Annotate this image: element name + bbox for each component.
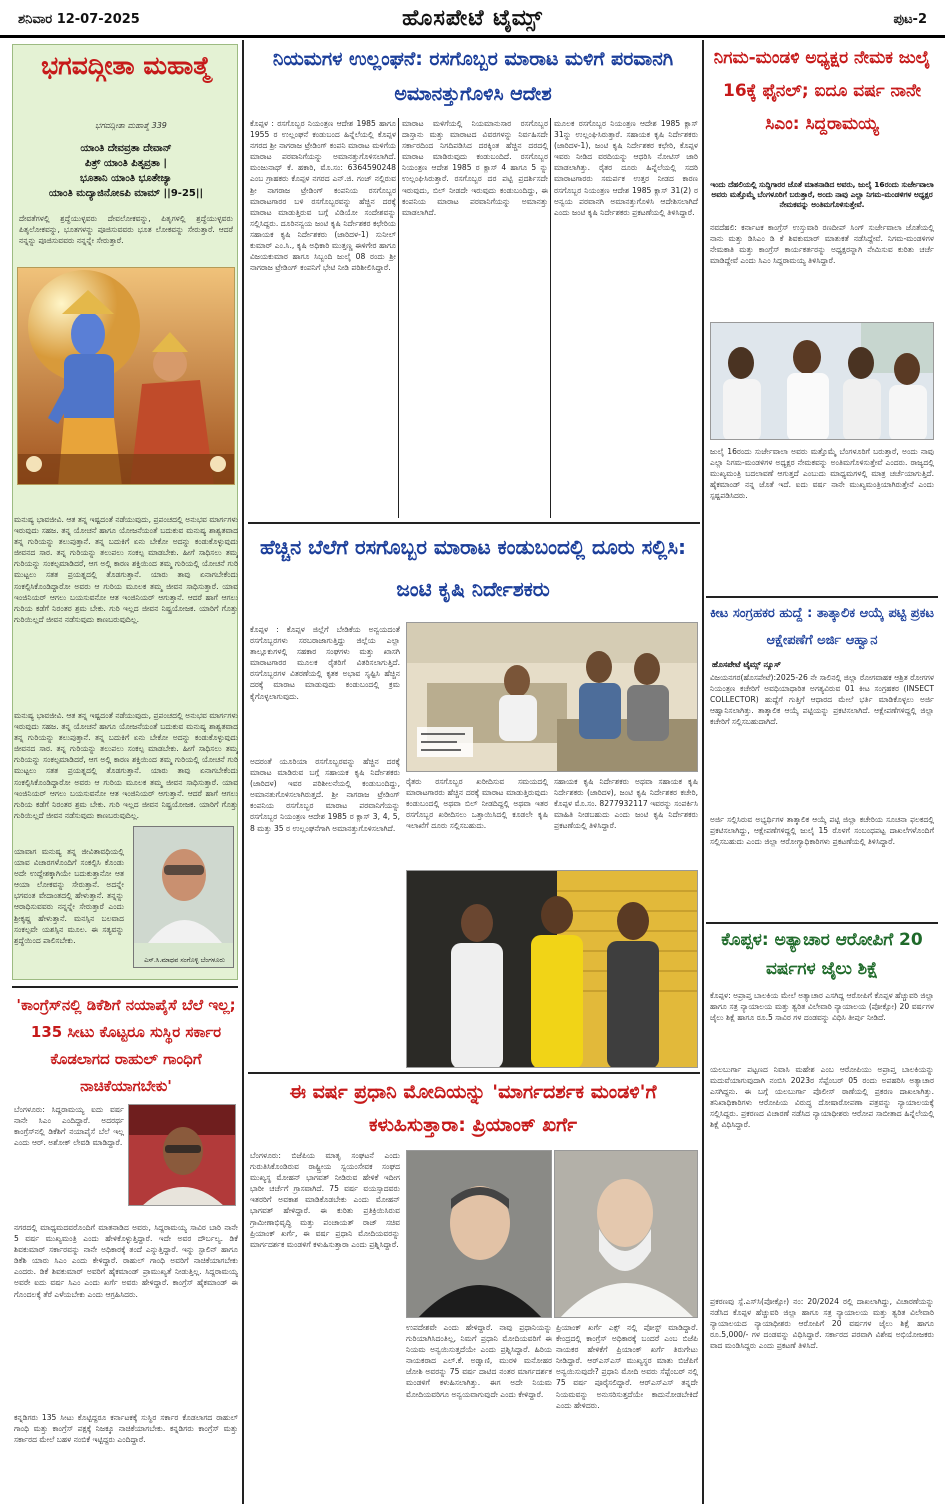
jointdir-body3: ರೈತರು ರಸಗೊಬ್ಬರ ಖರೀದಿಸುವ ಸಮಯದಲ್ಲಿ ಮಾರಾಟಗಾರರು ಹೆಚ್ಚಿನ ದರಕ್ಕೆ ಮಾರಾಟ ಮಾಡುತ್ತಿರುವುದು ಕಂಡುಬಂದಲ್ಲಿ ಅಥವಾ ಬಿಲ್ ನೀಡದಿದ್ದಲ್ಲಿ ಅಥವಾ ಇತರ ರಸಗೊಬ್ಬರ ಖರೀದಿಸಲು ಒತ್ತಾಯಿಸಿದಲ್ಲಿ ಕೂಡಲೇ ಕೃಷಿ ಇಲಾಖೆಗೆ ದೂರು ಸಲ್ಲಿಸಬಹುದು. [406,777,548,831]
gita-body1: ಮನುಷ್ಯ ಭಾವಜೀವಿ. ಆತ ತನ್ನ ಇಷ್ಟದಂತೆ ನಡೆಯುವುದು, ಪ್ರಪಂಚದಲ್ಲಿ ಅನುಭವ ಮಾರ್ಗಗಳು ಇರುವುದು ಸಹಜ. ತನ್ನ ಯೋಚನೆ ಹಾಗೂ ಯೋಜನೆಯಂತೆ ಬದುಕುವ ಮನುಷ್ಯ ಶಾಶ್ವತವಾದ ತನ್ನ ಗುರಿಯನ್ನು ತಲುಪುತ್ತಾನೆ. ತನ್ನ ಬದುಕಿಗೆ ಏನು ಬೇಕೋ ಅದನ್ನು ಕಂಡುಕೊಳ್ಳುವುದು ಜೀವನದ ಸಾರ. ತನ್ನ ಗುರಿಯನ್ನು ತಲುಪಲು ಸಂಕಲ್ಪ ಮಾಡಬೇಕು. ಹೀಗೆ ಸಾಧಿಸಲು ತಮ್ಮ ಗುರಿಯನ್ನು ಸಂಕಲ್ಪಮಾಡಿದರೆ, ಆಗ ಅಲ್ಲಿ ಕಾರಣ ಶಕ್ತಿಯಿಂದ ತಮ್ಮ ಗುರಿಯಲ್ಲಿ ಯೋಚನೆ ಗುರಿ ಮುಟ್ಟಲು ಸತತ ಪ್ರಯತ್ನದಲ್ಲಿ ತೊಡಗುತ್ತಾನೆ. ಯಾರು ತಾವು ಏನಾಗಬೇಕೆಂದು ಸಂಕಲ್ಪಿಸಿಕೊಂಡಿದ್ದಾರೋ ಅವರು ಆ ಗುರಿಯ ಮೂಲಕ ತಮ್ಮ ಜೀವನ ಸಾಧಿಸುತ್ತಾರೆ. ಯಾವ ಇಂಜಿನಿಯರ್ ಆಗಲು ಬಯಸುವನೋ ಆತ ಇಂಜಿನಿಯರ್ ಆಗುತ್ತಾನೆ. ಆದರೆ ಹಾಗೆ ಆಗಲು ಗುರಿಯ ಕಡೆಗೆ ನಿರಂತರ ಶ್ರಮ ಬೇಕು. ಗುರಿ ಇಲ್ಲದ ಜೀವನ ನಿಷ್ಪ್ರಯೋಜಕ. ಯಾರಿಗೆ ಗೊತ್ತು ಗುರಿಯಿಲ್ಲದೆ ಜೀವನ ನಡೆಸುವುದು ಕಾಣಬರುವುದಿಲ್ಲ. [14,711,238,820]
column-divider [550,118,551,518]
section-divider [248,522,700,524]
keeta-body2: ಅರ್ಜಿ ಸಲ್ಲಿಸಿರುವ ಅಭ್ಯರ್ಥಿಗಳ ತಾತ್ಕಾಲಿಕ ಆಯ್ಕೆ ಪಟ್ಟಿ ಜಿಲ್ಲಾ ಕಚೇರಿಯ ಸೂಚನಾ ಫಲಕದಲ್ಲಿ ಪ್ರಕಟಿಸಲಾಗಿದ್ದು, ಆಕ್ಷೇಪಣೆಗಳಿದ್ದಲ್ಲಿ ಜುಲೈ 15 ರೊಳಗೆ ಸಂಬಂಧಪಟ್ಟ ದಾಖಲೆಗಳೊಂದಿಗೆ ಸಲ್ಲಿಸಬಹುದು ಎಂದು ಜಿಲ್ಲಾ ಆರೋಗ್ಯಾಧಿಕಾರಿಗಳು ಪ್ರಕಟಣೆಯಲ್ಲಿ ತಿಳಿಸಿದ್ದಾರೆ. [710,815,934,847]
newspaper-title: ಹೊಸಪೇಟೆ ಟೈಮ್ಸ್ [402,6,543,31]
section-divider [248,1072,700,1074]
koppal-body3: ಪ್ರಕರಣವು ಸ್ಪೆ.ಎಸ್‌ಸಿ(ಪೋಕ್ಸೋ) ನಂ: 20/2024 ರಲ್ಲಿ ದಾಖಲಾಗಿದ್ದು, ವಿಚಾರಣೆಯನ್ನು ನಡೆಸಿದ ಕೊಪ್ಪಳ ಹೆಚ್ಚುವರಿ ಜಿಲ್ಲಾ ಹಾಗೂ ಸತ್ರ ನ್ಯಾಯಾಲಯ ಮತ್ತು ತ್ವರಿತ ವಿಲೇವಾರಿ ನ್ಯಾಯಾಲಯದ ನ್ಯಾಯಾಧೀಶರು ಆರೋಪಿಗೆ 20 ವರ್ಷಗಳ ಜೈಲು ಶಿಕ್ಷೆ ಹಾಗೂ ರೂ.5,000/- ಗಳ ದಂಡವನ್ನು ವಿಧಿಸಿದ್ದಾರೆ. ಸರ್ಕಾರದ ಪರವಾಗಿ ವಿಶೇಷ ಅಭಿಯೋಜಕರು ವಾದ ಮಂಡಿಸಿದ್ದರು ಎಂದು ಪ್ರಕಟಣೆ ತಿಳಿಸಿದೆ. [710,1297,934,1351]
office-photo [406,622,698,772]
gita-body1-text: ಮನುಷ್ಯ ಭಾವಜೀವಿ. ಆತ ತನ್ನ ಇಷ್ಟದಂತೆ ನಡೆಯುವುದು, ಪ್ರಪಂಚದಲ್ಲಿ ಅನುಭವ ಮಾರ್ಗಗಳು ಇರುವುದು ಸಹಜ. ತನ್ನ ಯೋಚನೆ ಹಾಗೂ ಯೋಜನೆಯಂತೆ ಬದುಕುವ ಮನುಷ್ಯ ಶಾಶ್ವತವಾದ ತನ್ನ ಗುರಿಯನ್ನು ತಲುಪುತ್ತಾನೆ. ತನ್ನ ಬದುಕಿಗೆ ಏನು ಬೇಕೋ ಅದನ್ನು ಕಂಡುಕೊಳ್ಳುವುದು ಜೀವನದ ಸಾರ. ತನ್ನ ಗುರಿಯನ್ನು ತಲುಪಲು ಸಂಕಲ್ಪ ಮಾಡಬೇಕು. ಹೀಗೆ ಸಾಧಿಸಲು ತಮ್ಮ ಗುರಿಯನ್ನು ಸಂಕಲ್ಪಮಾಡಿದರೆ, ಆಗ ಅಲ್ಲಿ ಕಾರಣ ಶಕ್ತಿಯಿಂದ ತಮ್ಮ ಗುರಿಯಲ್ಲಿ ಯೋಚನೆ ಗುರಿ ಮುಟ್ಟಲು ಸತತ ಪ್ರಯತ್ನದಲ್ಲಿ ತೊಡಗುತ್ತಾನೆ. ಯಾರು ತಾವು ಏನಾಗಬೇಕೆಂದು ಸಂಕಲ್ಪಿಸಿಕೊಂಡಿದ್ದಾರೋ ಅವರು ಆ ಗುರಿಯ ಮೂಲಕ ತಮ್ಮ ಜೀವನ ಸಾಧಿಸುತ್ತಾರೆ. ಯಾವ ಇಂಜಿನಿಯರ್ ಆಗಲು ಬಯಸುವನೋ ಆತ ಇಂಜಿನಿಯರ್ ಆಗುತ್ತಾನೆ. ಆದರೆ ಹಾಗೆ ಆಗಲು ಗುರಿಯ ಕಡೆಗೆ ನಿರಂತರ ಶ್ರಮ ಬೇಕು. ಗುರಿ ಇಲ್ಲದ ಜೀವನ ನಿಷ್ಪ್ರಯೋಜಕ. ಯಾರಿಗೆ ಗೊತ್ತು ಗುರಿಯಿಲ್ಲದೆ ಜೀವನ ನಡೆಸುವುದು ಕಾಣಬರುವುದಿಲ್ಲ. [14,515,238,624]
gita-body-wrap [14,514,238,844]
gita-intro: ದೇವತೆಗಳಲ್ಲಿ ಶ್ರದ್ಧೆಯುಳ್ಳವರು ದೇವಲೋಕವನ್ನು, ಪಿತೃಗಳಲ್ಲಿ ಶ್ರದ್ಧೆಯುಳ್ಳವರು ಪಿತೃಲೋಕವನ್ನು, ಭೂತಗಳನ್ನು ಪೂಜಿಸುವವರು ಭೂತ ಲೋಕವನ್ನು ಸೇರುತ್ತಾರೆ. ಆದರೆ ನನ್ನನ್ನು ಪೂಜಿಸುವವರು ನನ್ನನ್ನೇ ಸೇರುತ್ತಾರೆ. [19,214,233,246]
keeta-headline: ಕೀಟ ಸಂಗ್ರಹಕರ ಹುದ್ದೆ : ತಾತ್ಕಾಲಿಕ ಆಯ್ಕೆ ಪಟ್ಟಿ ಪ್ರಕಟ ಆಕ್ಷೇಪಣೆಗೆ ಅರ್ಜಿ ಆಹ್ವಾನ [709,606,934,648]
r-ashok-portrait-icon [129,1105,236,1206]
masthead [0,0,945,38]
column-divider [242,40,244,1504]
gita-body2-text: ಯಾವಾಗ ಮನುಷ್ಯ ತನ್ನ ಜೀವಿತಾವಧಿಯಲ್ಲಿ ಯಾವ ವಿಚಾರಗಳೊಂದಿಗೆ ಸಂಕಲ್ಪಿಸಿ ಕೊಂಡು ಅದೇ ಉದ್ದೇಶಕ್ಕಾಗಿಯೇ ಬದುಕುತ್ತಾನೋ ಆತ ಆಯಾ ಲೋಕವನ್ನು ಸೇರುತ್ತಾನೆ. ಅದನ್ನೇ ಭಗವಂತ ವೇದಾಂತದಲ್ಲಿ ಹೇಳುತ್ತಾನೆ. ತನ್ನನ್ನು ಆರಾಧಿಸುವವರು ನನ್ನನ್ನೇ ಸೇರುತ್ತಾರೆ ಎಂದು ಶ್ರೀಕೃಷ್ಣ ಹೇಳುತ್ತಾನೆ. ಮನಸ್ಸಿನ ಬಲವಾದ ಸಂಕಲ್ಪವೇ ಯಶಸ್ಸಿನ ಮೂಲ. ಈ ಸತ್ಯವನ್ನು ಶ್ರದ್ಧೆಯಿಂದ ಪಾಲಿಸಬೇಕು. [14,847,124,945]
keeta-body: ವಿಜಯನಗರ(ಹೊಸಪೇಟೆ):2025-26 ನೇ ಸಾಲಿನಲ್ಲಿ ಜಿಲ್ಲಾ ರೋಗವಾಹಕ ಆಶ್ರಿತ ರೋಗಗಳ ನಿಯಂತ್ರಣ ಕಚೇರಿಗೆ ಅವಧಿಯಾಧಾರಿತ ಅಗತ್ಯವಿರುವ 01 ಕೀಟ ಸಂಗ್ರಹಕರ (INSECT COLLECTOR) ಹುದ್ದೆಗೆ ಗುತ್ತಿಗೆ ಆಧಾರದ ಮೇಲೆ ಭರ್ತಿ ಮಾಡಿಕೊಳ್ಳಲು ಅರ್ಜಿ ಆಹ್ವಾನಿಸಲಾಗಿತ್ತು. ತಾತ್ಕಾಲಿಕ ಆಯ್ಕೆ ಪಟ್ಟಿಯನ್ನು ಪ್ರಕಟಿಸಲಾಗಿದೆ. ಆಕ್ಷೇಪಣೆಗಳಿದ್ದಲ್ಲಿ ಜಿಲ್ಲಾ ಕಚೇರಿಗೆ ಸಲ್ಲಿಸಬಹುದಾಗಿದೆ. [710,673,934,727]
gita-subtitle: ಭಗವದ್ಗೀತಾ ಮಹಾತ್ಮೆ 339 [95,121,167,130]
jointdir-body1: ಕೊಪ್ಪಳ : ಕೊಪ್ಪಳ ಜಿಲ್ಲೆಗೆ ಬೇಡಿಕೆಯ ಅನ್ವಯದಂತೆ ರಸಗೊಬ್ಬರಗಳು ಸರಬರಾಜಾಗುತ್ತಿದ್ದು ಜಿಲ್ಲೆಯ ಎಲ್ಲಾ ತಾಲ್ಲೂಕುಗಳಲ್ಲಿ ಸಹಕಾರ ಸಂಘಗಳು ಮತ್ತು ಖಾಸಗಿ ಮಾರಾಟಗಾರರ ಮೂಲಕ ರೈತರಿಗೆ ವಿತರಿಸಲಾಗುತ್ತಿದೆ. ರಸಗೊಬ್ಬರಗಳ ವಿತರಣೆಯಲ್ಲಿ ಕೃತಕ ಅಭಾವ ಸೃಷ್ಟಿಸಿ ಹೆಚ್ಚಿನ ದರಕ್ಕೆ ಮಾರಾಟ ಮಾಡುವುದು ಕಂಡುಬಂದಲ್ಲಿ ಕ್ರಮ ಕೈಗೊಳ್ಳಲಾಗುವುದು. [250,625,400,701]
priyank-col3: ಪ್ರಿಯಾಂಕ್ ಖರ್ಗೆ ಎಕ್ಸ್ ನಲ್ಲಿ ಪೋಸ್ಟ್ ಮಾಡಿದ್ದಾರೆ. ಕೇಂದ್ರದಲ್ಲಿ ಕಾಂಗ್ರೆಸ್ ಅಧಿಕಾರಕ್ಕೆ ಬಂದರೆ ಎಂಬ ಬಿಜೆಪಿ ನಾಯಕರ ಹೇಳಿಕೆಗೆ ಪ್ರಿಯಾಂಕ್ ಖರ್ಗೆ ತಿರುಗೇಟು ನೀಡಿದ್ದಾರೆ. ಆರ್‌ಎಸ್‌ಎಸ್ ಮುಖ್ಯಸ್ಥರ ಮಾತು ಬಿಜೆಪಿಗೆ ಅನ್ವಯಿಸುವುದೇ? ಪ್ರಧಾನಿ ಮೋದಿ ಅವರು ಸೆಪ್ಟೆಂಬರ್ ನಲ್ಲಿ 75 ವರ್ಷ ಪೂರೈಸಲಿದ್ದಾರೆ. ಆರ್‌ಎಸ್‌ಎಸ್ ತನ್ನದೇ ನಿಯಮವನ್ನು ಅನುಸರಿಸುತ್ತದೆಯೇ ಕಾದುನೋಡಬೇಕಿದೆ ಎಂದು ಹೇಳಿದರು. [556,1323,698,1410]
congress-headline: 'ಕಾಂಗ್ರೆಸ್‌ನಲ್ಲಿ ಡಿಕೆಶಿಗೆ ನಯಾಪೈಸೆ ಬೆಲೆ ಇಲ್ಲ; 135 ಸೀಟು ಕೊಟ್ಟರೂ ಸುಸ್ಥಿರ ಸರ್ಕಾರ ಕೊಡಲಾಗದ ರಾಹುಲ್ ಗಾಂಧಿಗೆ ನಾಚಿಕೆಯಾಗಬೇಕು' [16,996,236,1095]
nigama-body2: ಜುಲೈ 16ರಂದು ಸುರ್ಜೇವಾಲಾ ಅವರು ಮತ್ತೊಮ್ಮೆ ಬೆಂಗಳೂರಿಗೆ ಬರುತ್ತಾರೆ, ಅಂದು ನಾವು ಎಲ್ಲಾ ನಿಗಮ-ಮಂಡಳಿಗಳ ಅಧ್ಯಕ್ಷರ ನೇಮಕವನ್ನು ಅಂತಿಮಗೊಳಿಸುತ್ತೇವೆ ಎಂದರು. ರಾಜ್ಯದಲ್ಲಿ ಮುಖ್ಯಮಂತ್ರಿ ಬದಲಾವಣೆ ಆಗುತ್ತದೆ ಎಂಬುದು ಮಾಧ್ಯಮಗಳಲ್ಲಿ ಮಾತ್ರ ಚರ್ಚೆಯಾಗುತ್ತಿದೆ. ಹೈಕಮಾಂಡ್ ನನ್ನ ಜೊತೆ ಇದೆ. ಐದು ವರ್ಷ ನಾನೇ ಮುಖ್ಯಮಂತ್ರಿಯಾಗಿರುತ್ತೇನೆ ಎಂದು ಸ್ಪಷ್ಟಪಡಿಸಿದರು. [710,447,934,501]
jointdir-body4: ಸಹಾಯಕ ಕೃಷಿ ನಿರ್ದೇಶಕರು ಅಥವಾ ಸಹಾಯಕ ಕೃಷಿ ನಿರ್ದೇಶಕರು (ಜಾರಿದಳ), ಜಂಟಿ ಕೃಷಿ ನಿರ್ದೇಶಕರ ಕಚೇರಿ, ಕೊಪ್ಪಳ ಮೊ.ಸಂ. 8277932117 ಇವರನ್ನು ಸಂಪರ್ಕಿಸಿ ಮಾಹಿತಿ ನೀಡಬಹುದು ಎಂದು ಜಂಟಿ ಕೃಷಿ ನಿರ್ದೇಶಕರು ಪ್ರಕಟಣೆಯಲ್ಲಿ ತಿಳಿಸಿದ್ದಾರೆ. [554,777,698,831]
shloka-line: ಪಿತ್ರ್ ಯಾಂತಿ ಪಿತೃವ್ರತಾ | [84,158,167,169]
koppal-body: ಕೊಪ್ಪಳ: ಅಪ್ರಾಪ್ತ ಬಾಲಕಿಯ ಮೇಲೆ ಅತ್ಯಾಚಾರ ಎಸಗಿದ್ದ ಆರೋಪಿಗೆ ಕೊಪ್ಪಳ ಹೆಚ್ಚುವರಿ ಜಿಲ್ಲಾ ಹಾಗೂ ಸತ್ರ ನ್ಯಾಯಾಲಯ ಮತ್ತು ತ್ವರಿತ ವಿಲೇವಾರಿ ನ್ಯಾಯಾಲಯ (ಪೋಕ್ಸೋ) 20 ವರ್ಷಗಳ ಜೈಲು ಶಿಕ್ಷೆ ಹಾಗೂ ರೂ.5 ಸಾವಿರ ಗಳ ದಂಡವನ್ನು ವಿಧಿಸಿ ತೀರ್ಪು ನೀಡಿದೆ. [710,991,934,1023]
keeta-byline: ಹೊಸಪೇಟೆ ಟೈಮ್ಸ್ ನ್ಯೂಸ್ [712,660,781,669]
jointdir-headline: ಹೆಚ್ಚಿನ ಬೆಲೆಗೆ ರಸಗೊಬ್ಬರ ಮಾರಾಟ ಕಂಡುಬಂದಲ್ಲಿ ದೂರು ಸಲ್ಲಿಸಿ: ಜಂಟಿ ಕೃಷಿ ನಿರ್ದೇಶಕರು [260,535,686,601]
nigama-body: ನವದೆಹಲಿ: ಕರ್ನಾಟಕ ಕಾಂಗ್ರೆಸ್ ಉಸ್ತುವಾರಿ ರಣದೀಪ್ ಸಿಂಗ್ ಸುರ್ಜೇವಾಲಾ ಜೊತೆಯಲ್ಲಿ ನಾನು ಮತ್ತು ಡಿಸಿಎಂ ಡಿ ಕೆ ಶಿವಕುಮಾರ್ ಮಾತುಕತೆ ನಡೆಸಿದ್ದೇವೆ. ನಿಗಮ-ಮಂಡಳಿಗಳ ನೇಮಕಾತಿ ಮತ್ತು ಕಾಂಗ್ರೆಸ್ ಕಾರ್ಯಕರ್ತರನ್ನು ಅಧ್ಯಕ್ಷರನ್ನಾಗಿ ನೇಮಿಸುವ ಕುರಿತು ಚರ್ಚೆ ಮಾಡಿದ್ದೇವೆ ಎಂದು ಸಿಎಂ ಸಿದ್ದರಾಮಯ್ಯ ತಿಳಿಸಿದ್ದಾರೆ. [710,223,934,266]
gita-art [17,267,235,485]
priyank-headline: ಈ ವರ್ಷ ಪ್ರಧಾನಿ ಮೋದಿಯನ್ನು 'ಮಾರ್ಗದರ್ಶಕ ಮಂಡಳಿ'ಗೆ ಕಳುಹಿಸುತ್ತಾರಾ: ಪ್ರಿಯಾಂಕ್ ಖರ್ಗೆ [289,1081,657,1136]
shloka [17,141,235,201]
ashok-photo [128,1104,236,1206]
cm-photo [710,322,934,440]
section-divider [12,986,238,988]
issue-date: ಶನಿವಾರ 12-07-2025 [18,12,140,27]
jointdir-body2: ಅದರಂತೆ ಯೂರಿಯಾ ರಸಗೊಬ್ಬರವನ್ನು ಹೆಚ್ಚಿನ ದರಕ್ಕೆ ಮಾರಾಟ ಮಾಡಿರುವ ಬಗ್ಗೆ ಸಹಾಯಕ ಕೃಷಿ ನಿರ್ದೇಶಕರು (ಜಾರಿದಳ) ಇವರ ಪರಿಶೀಲನೆಯಲ್ಲಿ ಕಂಡುಬಂದಿದ್ದು, ಅಮಾನತುಗೊಳಿಸಲಾಗಿರುತ್ತದೆ. ಶ್ರೀ ನಾಗರಾಜ ಟ್ರೇಡಿಂಗ್ ಕಂಪನಿಯ ರಸಗೊಬ್ಬರ ಮಾರಾಟ ಪರವಾನಿಗೆಯನ್ನು ರಸಗೊಬ್ಬರ ನಿಯಂತ್ರಣ ಆದೇಶ 1985 ರ ಕ್ಲಾಸ್ 3, 4, 5, 8 ಮತ್ತು 35 ರ ಉಲ್ಲಂಘನೆಗಾಗಿ ಅಮಾನತ್ತುಗೊಳಿಸಲಾಗಿದೆ. [250,757,400,833]
section-divider [706,596,938,598]
krishna-arjuna-icon [18,268,235,485]
priyank-photo [406,1150,552,1318]
congress-body: ನಗರದಲ್ಲಿ ಮಾಧ್ಯಮದವರೊಂದಿಗೆ ಮಾತನಾಡಿದ ಅವರು, ಸಿದ್ದರಾಮಯ್ಯ ಸಾವಿರ ಬಾರಿ ನಾನೇ 5 ವರ್ಷ ಮುಖ್ಯಮಂತ್ರಿ ಎಂದು ಹೇಳಿಕೊಳ್ಳುತ್ತಿದ್ದಾರೆ. ಇದೇ ಅವರ ದೌರ್ಬಲ್ಯ. ಡಿಕೆ ಶಿವಕುಮಾರ್ ಸರ್ಕಾರವನ್ನು ನಾನೇ ಅಧಿಕಾರಕ್ಕೆ ತಂದೆ ಎನ್ನುತ್ತಿದ್ದಾರೆ. ಇನ್ನು ಸ್ಟಾಲಿನ್ ಹಾಗೂ ಡಿಕೆಶಿ ಯಾರು ಸಿಎಂ ಎಂದು ಕೇಳಿದ್ದಾರೆ. ರಾಹುಲ್ ಗಾಂಧಿ ಅವರಿಗೆ ನಾಚಿಕೆಯಾಗಬೇಕು ಎಂದರು. ಡಿಕೆ ಶಿವಕುಮಾರ್ ಅವರಿಗೆ ಹೈಕಮಾಂಡ್ ಪ್ರಾಮುಖ್ಯತೆ ನೀಡುತ್ತಿಲ್ಲ. ಸಿದ್ದರಾಮಯ್ಯ ಅವರೇ ಐದು ವರ್ಷ ಸಿಎಂ ಎಂದು ಖರ್ಗೆ ಅವರು ಹೇಳಿದ್ದಾರೆ. ಕಾಂಗ್ರೆಸ್ ಹೈಕಮಾಂಡ್ ಈ ಗೊಂದಲಕ್ಕೆ ತೆರೆ ಎಳೆಯಬೇಕು ಎಂದು ಆಗ್ರಹಿಸಿದರು. [14,1223,238,1299]
congress-body2: ಕನ್ನಡಿಗರು 135 ಸೀಟು ಕೊಟ್ಟಿದ್ದರೂ ಕರ್ನಾಟಕಕ್ಕೆ ಸುಸ್ಥಿರ ಸರ್ಕಾರ ಕೊಡಲಾಗದ ರಾಹುಲ್ ಗಾಂಧಿ ಮತ್ತು ಕಾಂಗ್ರೆಸ್ ಪಕ್ಷಕ್ಕೆ ನಿಜಕ್ಕೂ ನಾಚಿಕೆಯಾಗಬೇಕು. ಕನ್ನಡಿಗರು ಕಾಂಗ್ರೆಸ್ ಮತ್ತು ಸರ್ಕಾರದ ಮೇಲೆ ಬಹಳ ನಂಬಿಕೆ ಇಟ್ಟಿದ್ದರು ಎಂದಿದ್ದಾರೆ. [14,1413,238,1445]
group-photo [406,870,698,1068]
fertilizer-col3: ಮೂಲಕ ರಸಗೊಬ್ಬರ ನಿಯಂತ್ರಣ ಆದೇಶ 1985 ಕ್ಲಾಸ್ 31ನ್ನು ಉಲ್ಲಂಘಿಸಿರುತ್ತಾರೆ. ಸಹಾಯಕ ಕೃಷಿ ನಿರ್ದೇಶಕರು (ಜಾರಿದಳ-1), ಜಂಟಿ ಕೃಷಿ ನಿರ್ದೇಶಕರ ಕಛೇರಿ, ಕೊಪ್ಪಳ ಇವರು ನೀಡಿದ ವರದಿಯನ್ನು ಆಧರಿಸಿ ನೋಟಿಸ್ ಜಾರಿ ಮಾಡಲಾಗಿತ್ತು. ರೈತರ ದೂರು ಹಿನ್ನೆಲೆಯಲ್ಲಿ ಸದರಿ ಮಾರಾಟಗಾರರು ಸಮರ್ಪಕ ಉತ್ತರ ನೀಡದ ಕಾರಣ ರಸಗೊಬ್ಬರ ನಿಯಂತ್ರಣ ಆದೇಶ 1985 ಕ್ಲಾಸ್ 31(2) ರ ಅನ್ವಯ ಪರವಾನಗಿ ಅಮಾನತ್ತುಗೊಳಿಸಿ ಆದೇಶಿಸಲಾಗಿದೆ ಎಂದು ಜಂಟಿ ಕೃಷಿ ನಿರ್ದೇಶಕರು ಪ್ರಕಟಣೆಯಲ್ಲಿ ತಿಳಿಸಿದ್ದಾರೆ. [554,119,698,217]
officials-group-photo-icon [407,871,698,1068]
shloka-line: ಯಾಂತಿ ದೇವವ್ರತಾ ದೇವಾನ್ [80,143,172,154]
column-divider [398,118,399,518]
modi-portrait-icon [555,1151,698,1318]
congress-lead: ಬೆಂಗಳೂರು: ಸಿದ್ದರಾಮಯ್ಯ ಐದು ವರ್ಷ ನಾನೇ ಸಿಎಂ ಎಂದಿದ್ದಾರೆ. ಅದರರ್ಥ ಕಾಂಗ್ರೆಸ್‌ನಲ್ಲಿ ಡಿಕೆಶಿಗೆ ನಯಾಪೈಸೆ ಬೆಲೆ ಇಲ್ಲ ಎಂದು ಆರ್. ಅಶೋಕ್ ಲೇವಡಿ ಮಾಡಿದ್ದಾರೆ. [14,1105,124,1148]
modi-photo [554,1150,698,1318]
shloka-line: ಯಾಂತಿ ಮದ್ಯಾಜಿನೋಽಪಿ ಮಾಮ್ ||9-25|| [48,188,204,199]
section-divider [706,922,938,924]
author-photo [133,826,234,968]
fertilizer-col1: ಕೊಪ್ಪಳ : ರಸಗೊಬ್ಬರ ನಿಯಂತ್ರಣ ಆದೇಶ 1985 ಹಾಗೂ 1955 ರ ಉಲ್ಲಂಘನೆ ಕಂಡುಬಂದ ಹಿನ್ನೆಲೆಯಲ್ಲಿ ಕೊಪ್ಪಳ ನಗರದ ಶ್ರೀ ನಾಗರಾಜ ಟ್ರೇಡಿಂಗ್ ಕಂಪನಿ ಮಾರಾಟ ಮಳಿಗೆಯ ಮಾರಾಟ ಪರವಾನಿಗೆಯನ್ನು ಅಮಾನತ್ತುಗೊಳಿಸಲಾಗಿದೆ. ಮಂಜುನಾಥ್ ಕೆ. ಹಕಾರಿ, ಮೊ.ಸಂ: 6364590248 ಎಂಬ ಗ್ರಾಹಕರು ಕೊಪ್ಪಳ ನಗರದ ಎನ್.ಜಿ. ಗಂಜ್ ನಲ್ಲಿರುವ ಶ್ರೀ ನಾಗರಾಜ ಟ್ರೇಡಿಂಗ್ ಕಂಪನಿಯ ರಸಗೊಬ್ಬರ ಮಾರಾಟಗಾರರ ಬಳಿ ರಸಗೊಬ್ಬರವನ್ನು ಹೆಚ್ಚಿನ ದರಕ್ಕೆ ಮಾರಾಟ ಮಾಡುತ್ತಿರುವ ಬಗ್ಗೆ ವಿಡಿಯೋ ಸಂದೇಶವನ್ನು ಸಲ್ಲಿಸಿದ್ದರು. ದೂರಿನನ್ವಯ ಜಂಟಿ ಕೃಷಿ ನಿರ್ದೇಶಕರ ಕಛೇರಿಯ ಸಹಾಯಕ ಕೃಷಿ ನಿರ್ದೇಶಕರು (ಜಾರಿದಳ-1) ಸುನೀಲ್ ಕುಮಾರ್ ಎಂ.ಸಿ., ಕೃಷಿ ಅಧಿಕಾರಿ ಮುತ್ತಣ್ಣ ಈಳಿಗೇರ ಹಾಗೂ ವಿಜಯಕುಮಾರ ಹಾಗೂ ಸಿಬ್ಬಂದಿ ಜುಲೈ 08 ರಂದು ಶ್ರೀ ನಾಗರಾಜ ಟ್ರೇಡಿಂಗ್ ಕಂಪನಿಗೆ ಭೇಟಿ ನೀಡಿ ಪರಿಶೀಲಿಸಿದ್ದಾರೆ. [250,119,396,273]
priyank-col2: ಉಪದೇಶವೇ ಎಂದು ಹೇಳಿದ್ದಾರೆ. ನಾವು ಪ್ರಧಾನಿಯನ್ನು ಗುರಿಯಾಗಿಸಿದಂತಿಲ್ಲ, ನಿಮಗೆ ಪ್ರಧಾನಿ ಮೋದಿಯವರಿಗೆ ಈ ನಿಯಮ ಅನ್ವಯಿಸುತ್ತದೆಯೇ ಎಂದು ಪ್ರಶ್ನಿಸಿದ್ದಾರೆ. ಹಿರಿಯ ನಾಯಕರಾದ ಎಲ್.ಕೆ. ಅಡ್ವಾಣಿ, ಮುರಳಿ ಮನೋಹರ ಜೋಶಿ ಅವರನ್ನು 75 ವರ್ಷ ದಾಟಿದ ನಂತರ ಮಾರ್ಗದರ್ಶಕ ಮಂಡಳಿಗೆ ಕಳುಹಿಸಲಾಗಿತ್ತು. ಈಗ ಅದೇ ನಿಯಮ ಮೋದಿಯವರಿಗೂ ಅನ್ವಯವಾಗುವುದೇ ಎಂದು ಕೇಳಿದ್ದಾರೆ. [406,1323,552,1399]
fertilizer-headline: ನಿಯಮಗಳ ಉಲ್ಲಂಘನೆ: ರಸಗೊಬ್ಬರ ಮಾರಾಟ ಮಳಿಗೆ ಪರವಾನಗಿ ಅಮಾನತ್ತುಗೊಳಿಸಿ ಆದೇಶ [272,48,674,105]
author-portrait-icon [134,827,234,943]
priyank-col1: ಬೆಂಗಳೂರು: ಬಿಜೆಪಿಯ ಮಾತೃ ಸಂಘಟನೆ ಎಂದು ಗುರುತಿಸಿಕೊಂಡಿರುವ ರಾಷ್ಟ್ರೀಯ ಸ್ವಯಂಸೇವಕ ಸಂಘದ ಮುಖ್ಯಸ್ಥ ಮೋಹನ್ ಭಾಗವತ್ ನೀಡಿರುವ ಹೇಳಿಕೆ ಇದೀಗ ಭಾರೀ ಚರ್ಚೆಗೆ ಗ್ರಾಸವಾಗಿದೆ. 75 ವರ್ಷ ವಯಸ್ಸಾದವರು ಇತರರಿಗೆ ಅವಕಾಶ ಮಾಡಿಕೊಡಬೇಕು ಎಂದು ಮೋಹನ್ ಭಾಗವತ್ ಹೇಳಿದ್ದಾರೆ. ಈ ಕುರಿತು ಪ್ರತಿಕ್ರಿಯಿಸಿರುವ ಗ್ರಾಮೀಣಾಭಿವೃದ್ಧಿ ಮತ್ತು ಪಂಚಾಯತ್ ರಾಜ್ ಸಚಿವ ಪ್ರಿಯಾಂಕ್ ಖರ್ಗೆ, ಈ ವರ್ಷ ಪ್ರಧಾನಿ ಮೋದಿಯವರನ್ನು ಮಾರ್ಗದರ್ಶಕ ಮಂಡಳಿಗೆ ಕಳುಹಿಸುತ್ತಾರಾ ಎಂದು ಪ್ರಶ್ನಿಸಿದ್ದಾರೆ. [250,1151,400,1249]
nigama-headline: ನಿಗಮ-ಮಂಡಳಿ ಅಧ್ಯಕ್ಷರ ನೇಮಕ ಜುಲೈ 16ಕ್ಕೆ ಫೈನಲ್; ಐದೂ ವರ್ಷ ನಾನೇ ಸಿಎಂ: ಸಿದ್ದರಾಮಯ್ಯ [713,48,931,134]
inspection-office-photo-icon [407,623,698,772]
page-number: ಪುಟ-2 [893,12,927,27]
column-divider [702,40,704,1504]
priyank-kharge-portrait-icon [407,1151,552,1318]
koppal-body2: ಯಲಬುರ್ಗಾ ಪಟ್ಟಣದ ನಿವಾಸಿ ಮಹೇಶ ಎಂಬ ಆರೋಪಿಯು ಅಪ್ರಾಪ್ತ ಬಾಲಕಿಯನ್ನು ಮದುವೆಯಾಗುವುದಾಗಿ ನಂಬಿಸಿ 2023ರ ಸೆಪ್ಟೆಂಬರ್ 05 ರಂದು ಅಪಹರಿಸಿ ಅತ್ಯಾಚಾರ ಎಸಗಿದ್ದನು. ಈ ಬಗ್ಗೆ ಯಲಬುರ್ಗಾ ಪೊಲೀಸ್ ಠಾಣೆಯಲ್ಲಿ ಪ್ರಕರಣ ದಾಖಲಾಗಿತ್ತು. ತನಿಖಾಧಿಕಾರಿಗಳು ಆರೋಪಿಯ ವಿರುದ್ಧ ದೋಷಾರೋಪಣಾ ಪತ್ರವನ್ನು ನ್ಯಾಯಾಲಯಕ್ಕೆ ಸಲ್ಲಿಸಿದ್ದರು. ಪ್ರಕರಣದ ವಿಚಾರಣೆ ನಡೆಸಿದ ನ್ಯಾಯಾಧೀಶರು ಆರೋಪ ಸಾಬೀತಾದ ಹಿನ್ನೆಲೆಯಲ್ಲಿ ಶಿಕ್ಷೆ ವಿಧಿಸಿದ್ದಾರೆ. [710,1065,934,1130]
nigama-subhead: ಇಂದು ದೆಹಲಿಯಲ್ಲಿ ಸುದ್ದಿಗಾರರ ಜೊತೆ ಮಾತನಾಡಿದ ಅವರು, ಜುಲೈ 16ರಂದು ಸುರ್ಜೇವಾಲಾ ಅವರು ಮತ್ತೊಮ್ಮೆ ಬೆಂಗಳೂರಿಗೆ ಬರುತ್ತಾರೆ, ಅಂದು ನಾವು ಎಲ್ಲಾ ನಿಗಮ-ಮಂಡಳಿಗಳ ಅಧ್ಯಕ್ಷರ ನೇಮಕವನ್ನು ಅಂತಿಮಗೊಳಿಸುತ್ತೇವೆ. [710,180,934,209]
gita-title: ಭಗವದ್ಗೀತಾ ಮಹಾತ್ಮೆ [41,51,211,80]
shloka-line: ಭೂತಾನಿ ಯಾಂತಿ ಭೂತೇಜ್ಯಾ [80,173,172,184]
fertilizer-col2: ಮಾರಾಟ ಮಳಿಗೆಯಲ್ಲಿ ನಿಯಮಾನುಸಾರ ರಸಗೊಬ್ಬರ ದಾಸ್ತಾನು ಮತ್ತು ಮಾರಾಟದ ವಿವರಗಳನ್ನು ನಿರ್ವಹಿಸದೇ ಸರ್ಕಾರದಿಂದ ನಿಗದಿಪಡಿಸಿದ ದರಕ್ಕಿಂತ ಹೆಚ್ಚಿನ ದರದಲ್ಲಿ ಮಾರಾಟ ಮಾಡಿರುವುದು ಕಂಡುಬಂದಿದೆ. ರಸಗೊಬ್ಬರ ನಿಯಂತ್ರಣ ಆದೇಶ 1985 ರ ಕ್ಲಾಸ್ 4 ಹಾಗೂ 5 ನ್ನು ಉಲ್ಲಂಘಿಸಿರುತ್ತಾರೆ. ರಸಗೊಬ್ಬರ ದರ ಪಟ್ಟಿ ಪ್ರದರ್ಶಿಸದೇ ಇರುವುದು, ಬಿಲ್ ನೀಡದೇ ಇರುವುದು ಕಂಡುಬಂದಿದ್ದು, ಈ ಕಂಪನಿಯ ಮಾರಾಟ ಪರವಾನಿಗೆಯನ್ನು ಅಮಾನತ್ತು ಮಾಡಲಾಗಿದೆ. [402,119,548,217]
koppal-headline: ಕೊಪ್ಪಳ: ಅತ್ಯಾಚಾರ ಆರೋಪಿಗೆ 20 ವರ್ಷಗಳ ಜೈಲು ಶಿಕ್ಷೆ [721,930,923,979]
author-caption: ಎಸ್.ಸಿ.ಮಾಧವ ಸಂಗೊಳ್ಳಿ ಬೆಂಗಳೂರು [144,956,225,964]
siddaramaiah-dkshivakumar-photo-icon [711,323,934,440]
